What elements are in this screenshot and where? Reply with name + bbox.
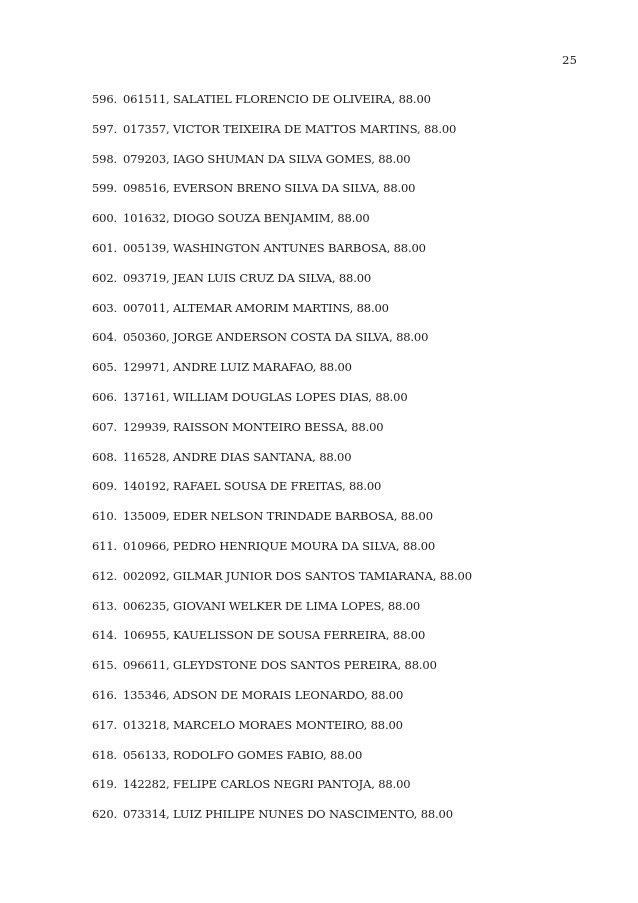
entry-number: 605.: [92, 360, 118, 375]
entry-number: 598.: [92, 151, 118, 166]
list-item: [92, 717, 472, 747]
entry-number: 597.: [92, 121, 118, 136]
entry-number: 618.: [92, 747, 118, 762]
list-item: [92, 687, 472, 717]
entry-text: 010966, PEDRO HENRIQUE MOURA DA SILVA, 88.00: [123, 538, 436, 553]
entry-number: 619.: [92, 777, 118, 792]
entry-text: 135009, EDER NELSON TRINDADE BARBOSA, 88.00: [123, 509, 433, 524]
list-item: [92, 180, 472, 210]
list-item: [92, 508, 472, 538]
entry-text: 061511, SALATIEL FLORENCIO DE OLIVEIRA, 88.00: [123, 92, 431, 106]
entry-text: 106955, KAUELISSON DE SOUSA FERREIRA, 88.00: [123, 628, 426, 643]
list-item: [92, 359, 472, 389]
list-item: [92, 210, 472, 240]
list-item: [92, 151, 472, 181]
list-item: [92, 538, 472, 568]
entry-text: 006235, GIOVANI WELKER DE LIMA LOPES, 88.00: [123, 598, 421, 613]
entry-number: 600.: [92, 211, 118, 226]
entry-text: 101632, DIOGO SOUZA BENJAMIM, 88.00: [123, 211, 370, 226]
list-item: [92, 627, 472, 657]
entry-number: 620.: [92, 807, 118, 822]
entry-number: 607.: [92, 419, 118, 434]
entry-number: 610.: [92, 509, 118, 524]
entry-number: 614.: [92, 628, 118, 643]
list-item: [92, 300, 472, 330]
entry-text: 002092, GILMAR JUNIOR DOS SANTOS TAMIARANA, 88.00: [123, 568, 472, 583]
entry-number: 613.: [92, 598, 118, 613]
list-item: [92, 240, 472, 270]
list-item: [92, 329, 472, 359]
ranking-list: [92, 91, 472, 836]
list-item: [92, 598, 472, 628]
entry-text: 007011, ALTEMAR AMORIM MARTINS, 88.00: [123, 300, 389, 315]
entry-number: 611.: [92, 538, 118, 553]
entry-number: 604.: [92, 330, 118, 345]
entry-text: 013218, MARCELO MORAES MONTEIRO, 88.00: [123, 717, 403, 732]
list-item: [92, 389, 472, 419]
entry-number: 603.: [92, 300, 118, 315]
entry-text: 050360, JORGE ANDERSON COSTA DA SILVA, 88.00: [123, 330, 429, 345]
entry-text: 135346, ADSON DE MORAIS LEONARDO, 88.00: [123, 687, 404, 702]
page-number: 25: [562, 53, 577, 67]
entry-number: 615.: [92, 658, 118, 673]
list-item: [92, 568, 472, 598]
entry-text: 079203, IAGO SHUMAN DA SILVA GOMES, 88.00: [123, 151, 411, 166]
entry-text: 093719, JEAN LUIS CRUZ DA SILVA, 88.00: [123, 270, 372, 285]
list-item: [92, 478, 472, 508]
list-item: [92, 121, 472, 151]
list-item: [92, 419, 472, 449]
entry-number: 599.: [92, 181, 118, 196]
entry-text: 005139, WASHINGTON ANTUNES BARBOSA, 88.00: [123, 240, 426, 255]
list-item: [92, 806, 472, 836]
entry-number: 609.: [92, 479, 118, 494]
entry-text: 129939, RAISSON MONTEIRO BESSA, 88.00: [123, 419, 384, 434]
entry-number: 596.: [92, 92, 118, 106]
list-item: [92, 91, 472, 121]
entry-text: 056133, RODOLFO GOMES FABIO, 88.00: [123, 747, 363, 762]
entry-text: 098516, EVERSON BRENO SILVA DA SILVA, 88.00: [123, 181, 416, 196]
entry-text: 140192, RAFAEL SOUSA DE FREITAS, 88.00: [123, 479, 382, 494]
entry-number: 616.: [92, 687, 118, 702]
list-item: [92, 747, 472, 777]
entry-number: 602.: [92, 270, 118, 285]
entry-number: 617.: [92, 717, 118, 732]
entry-text: 073314, LUIZ PHILIPE NUNES DO NASCIMENTO, 88.00: [123, 807, 453, 822]
entry-text: 142282, FELIPE CARLOS NEGRI PANTOJA, 88.00: [123, 777, 411, 792]
entry-text: 096611, GLEYDSTONE DOS SANTOS PEREIRA, 88.00: [123, 658, 437, 673]
list-item: [92, 449, 472, 479]
entry-number: 612.: [92, 568, 118, 583]
list-item: [92, 657, 472, 687]
entry-number: 606.: [92, 389, 118, 404]
list-item: [92, 776, 472, 806]
entry-text: 116528, ANDRE DIAS SANTANA, 88.00: [123, 449, 352, 464]
entry-text: 137161, WILLIAM DOUGLAS LOPES DIAS, 88.00: [123, 389, 408, 404]
entry-text: 129971, ANDRE LUIZ MARAFAO, 88.00: [123, 360, 352, 375]
entry-number: 608.: [92, 449, 118, 464]
list-item: [92, 270, 472, 300]
entry-number: 601.: [92, 240, 118, 255]
entry-text: 017357, VICTOR TEIXEIRA DE MATTOS MARTINS, 88.00: [123, 121, 457, 136]
